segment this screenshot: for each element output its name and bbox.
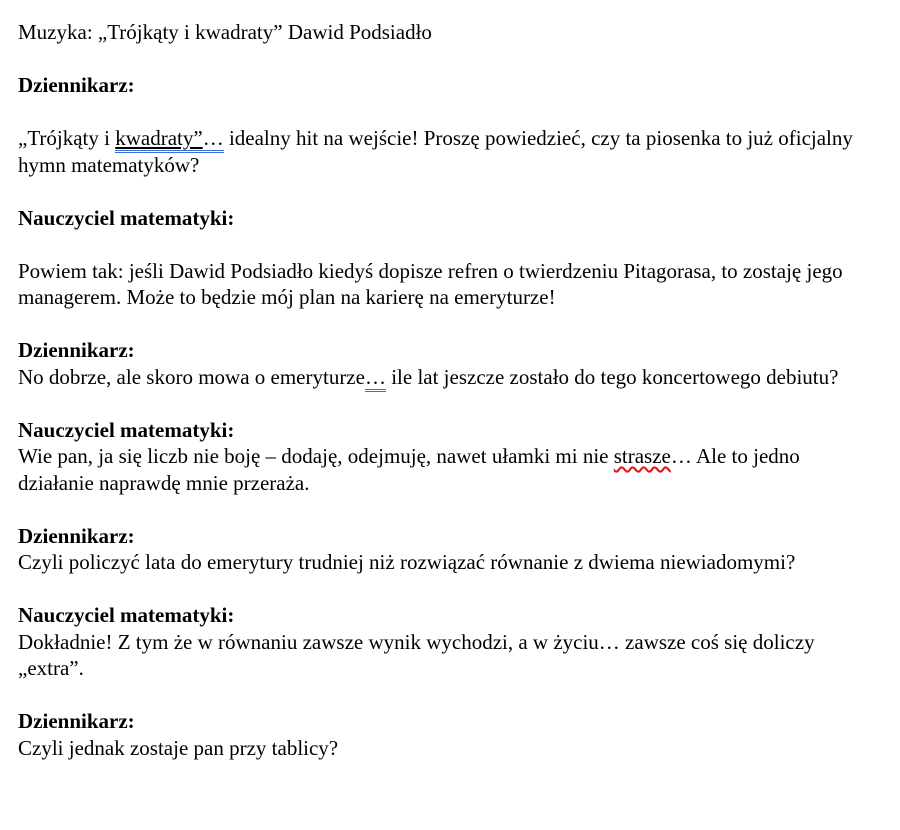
speaker-heading-teacher-2: Nauczyciel matematyki: xyxy=(18,417,235,442)
dialogue-teacher-a2 xyxy=(18,443,880,496)
blank-line xyxy=(18,390,880,417)
spellcheck-squiggle-mark[interactable]: strasze xyxy=(613,444,671,468)
dialogue-journalist-q4: Czyli jednak zostaje pan przy tablicy? xyxy=(18,735,339,760)
q2-grammar-ellipsis: … xyxy=(364,364,386,389)
grammar-suggestion-mark[interactable] xyxy=(115,126,223,153)
dialogue-teacher-a3: Dokładnie! Z tym że w równaniu zawsze wynik wychodzi, a w życiu… zawsze coś się doliczy „extra”. xyxy=(18,629,815,680)
q1-text-post: idealny hit na wejście! Proszę powiedzieć, czy ta piosenka to już oficjalny hymn matematyków? xyxy=(18,126,853,177)
speaker-heading-journalist-3: Dziennikarz: xyxy=(18,523,135,548)
a2-text-post: … Ale to jedno działanie naprawdę mnie przeraża. xyxy=(18,444,800,495)
q2-text-post: ile lat jeszcze zostało do tego koncertowego debiutu? xyxy=(385,364,839,389)
speaker-heading-journalist-1: Dziennikarz: xyxy=(18,73,135,97)
speaker-heading-teacher-1: Nauczyciel matematyki: xyxy=(18,205,235,230)
blank-line xyxy=(18,576,880,603)
dialogue-journalist-q1 xyxy=(18,125,880,178)
speaker-heading-journalist-2: Dziennikarz: xyxy=(18,338,135,362)
blank-line xyxy=(18,178,880,205)
dialogue-teacher-a1: Powiem tak: jeśli Dawid Podsiadło kiedyś dopisze refren o twierdzeniu Pitagorasa, to zostaję jego managerem. Może to będzie mój plan na karierę na emeryturze! xyxy=(18,258,843,309)
q1-grammar-ellipsis: … xyxy=(202,126,224,150)
a2-text-pre: Wie pan, ja się liczb nie boję – dodaję, odejmuję, nawet ułamki mi nie xyxy=(18,444,614,468)
dialogue-journalist-q2 xyxy=(18,364,880,391)
grammar-suggestion-mark[interactable] xyxy=(365,365,386,392)
q1-text-pre: „Trójkąty i xyxy=(18,126,116,150)
blank-line xyxy=(18,99,880,126)
dialogue-journalist-q3: Czyli policzyć lata do emerytury trudniej niż rozwiązać równanie z dwiema niewiadomymi? xyxy=(18,550,796,574)
blank-line xyxy=(18,496,880,523)
speaker-heading-journalist-4: Dziennikarz: xyxy=(18,709,135,733)
q1-underlined-word: kwadraty” xyxy=(115,126,203,150)
blank-line xyxy=(18,231,880,258)
speaker-heading-teacher-3: Nauczyciel matematyki: xyxy=(18,603,235,627)
music-credit-line: Muzyka: „Trójkąty i kwadraty” Dawid Podsiadło xyxy=(18,20,432,44)
q2-text-pre: No dobrze, ale skoro mowa o emeryturze xyxy=(18,364,365,389)
blank-line xyxy=(18,46,880,73)
blank-line xyxy=(18,311,880,338)
blank-line xyxy=(18,682,880,709)
